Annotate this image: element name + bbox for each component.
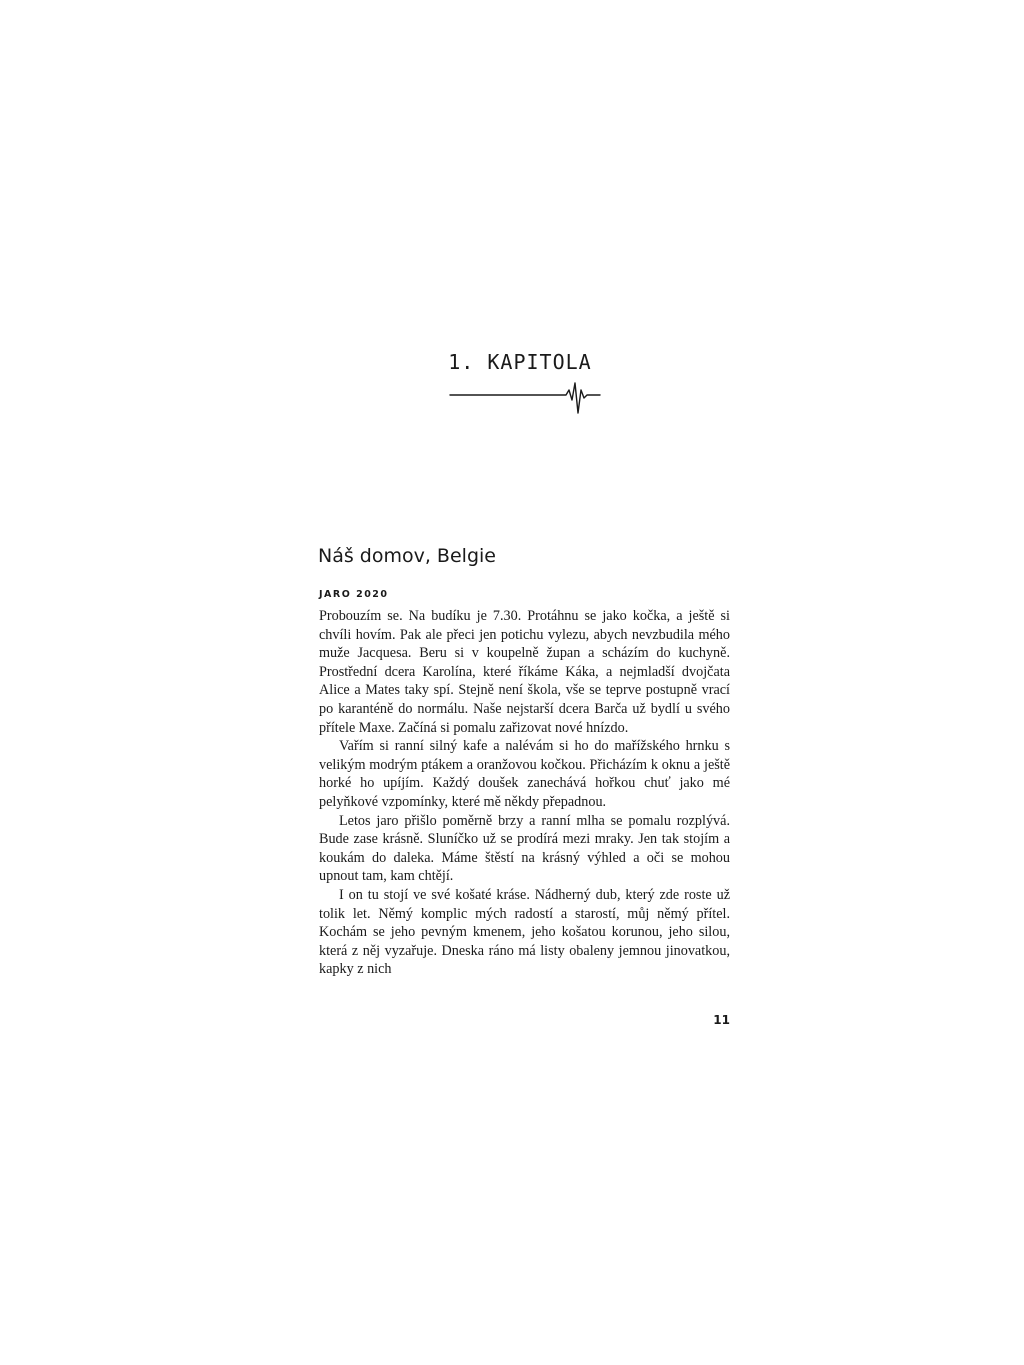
section-title: Náš domov, Belgie [318, 545, 496, 567]
paragraph: I on tu stojí ve své košaté kráse. Nádherný dub, který zde roste už tolik let. Němý komplic mých radostí a starostí, můj němý přítel. Kochám se jeho pevným kmenem, jeho košatou korunou, jeho silou, která z něj vyzařuje. Dneska ráno má listy obaleny jemnou jinovatkou, kapky z nich [319, 886, 730, 978]
heartbeat-line-icon [448, 378, 604, 418]
paragraph: Vařím si ranní silný kafe a nalévám si ho do mařížského hrnku s velikým modrým ptákem a oranžovou kočkou. Přicházím k oknu a ještě horké ho upíjím. Každý doušek zanechává hořkou chuť jako mé pelyňkové vzpomínky, které mě někdy přepadnou. [319, 738, 730, 810]
page-number: 11 [713, 1013, 730, 1027]
chapter-heading: 1. KAPITOLA [448, 350, 592, 374]
paragraph: Probouzím se. Na budíku je 7.30. Protáhnu se jako kočka, a ještě si chvíli hovím. Pak ale přeci jen potichu vylezu, abych nevzbudila mého muže Jacquesa. Beru si v koupelně župan a scházím do kuchyně. Prostřední dcera Karolína, které říkáme Káka, a nejmladší dvojčata Alice a Mates taky spí. Stejně není škola, vše se teprve postupně vrací po karanténě do normálu. Naše nejstarší dcera Barča už bydlí u svého přítele Maxe. Začíná si pomalu zařizovat nové hnízdo. [319, 608, 730, 736]
paragraph: Letos jaro přišlo poměrně brzy a ranní mlha se pomalu rozplývá. Bude zase krásně. Sluníčko už se prodírá mezi mraky. Jen tak stojím a koukám do daleka. Máme štěstí na krásný výhled a oči se mohou upnout tam, kam chtějí. [319, 812, 730, 885]
body-text [319, 607, 730, 979]
section-date-label: JARO 2020 [319, 589, 389, 600]
